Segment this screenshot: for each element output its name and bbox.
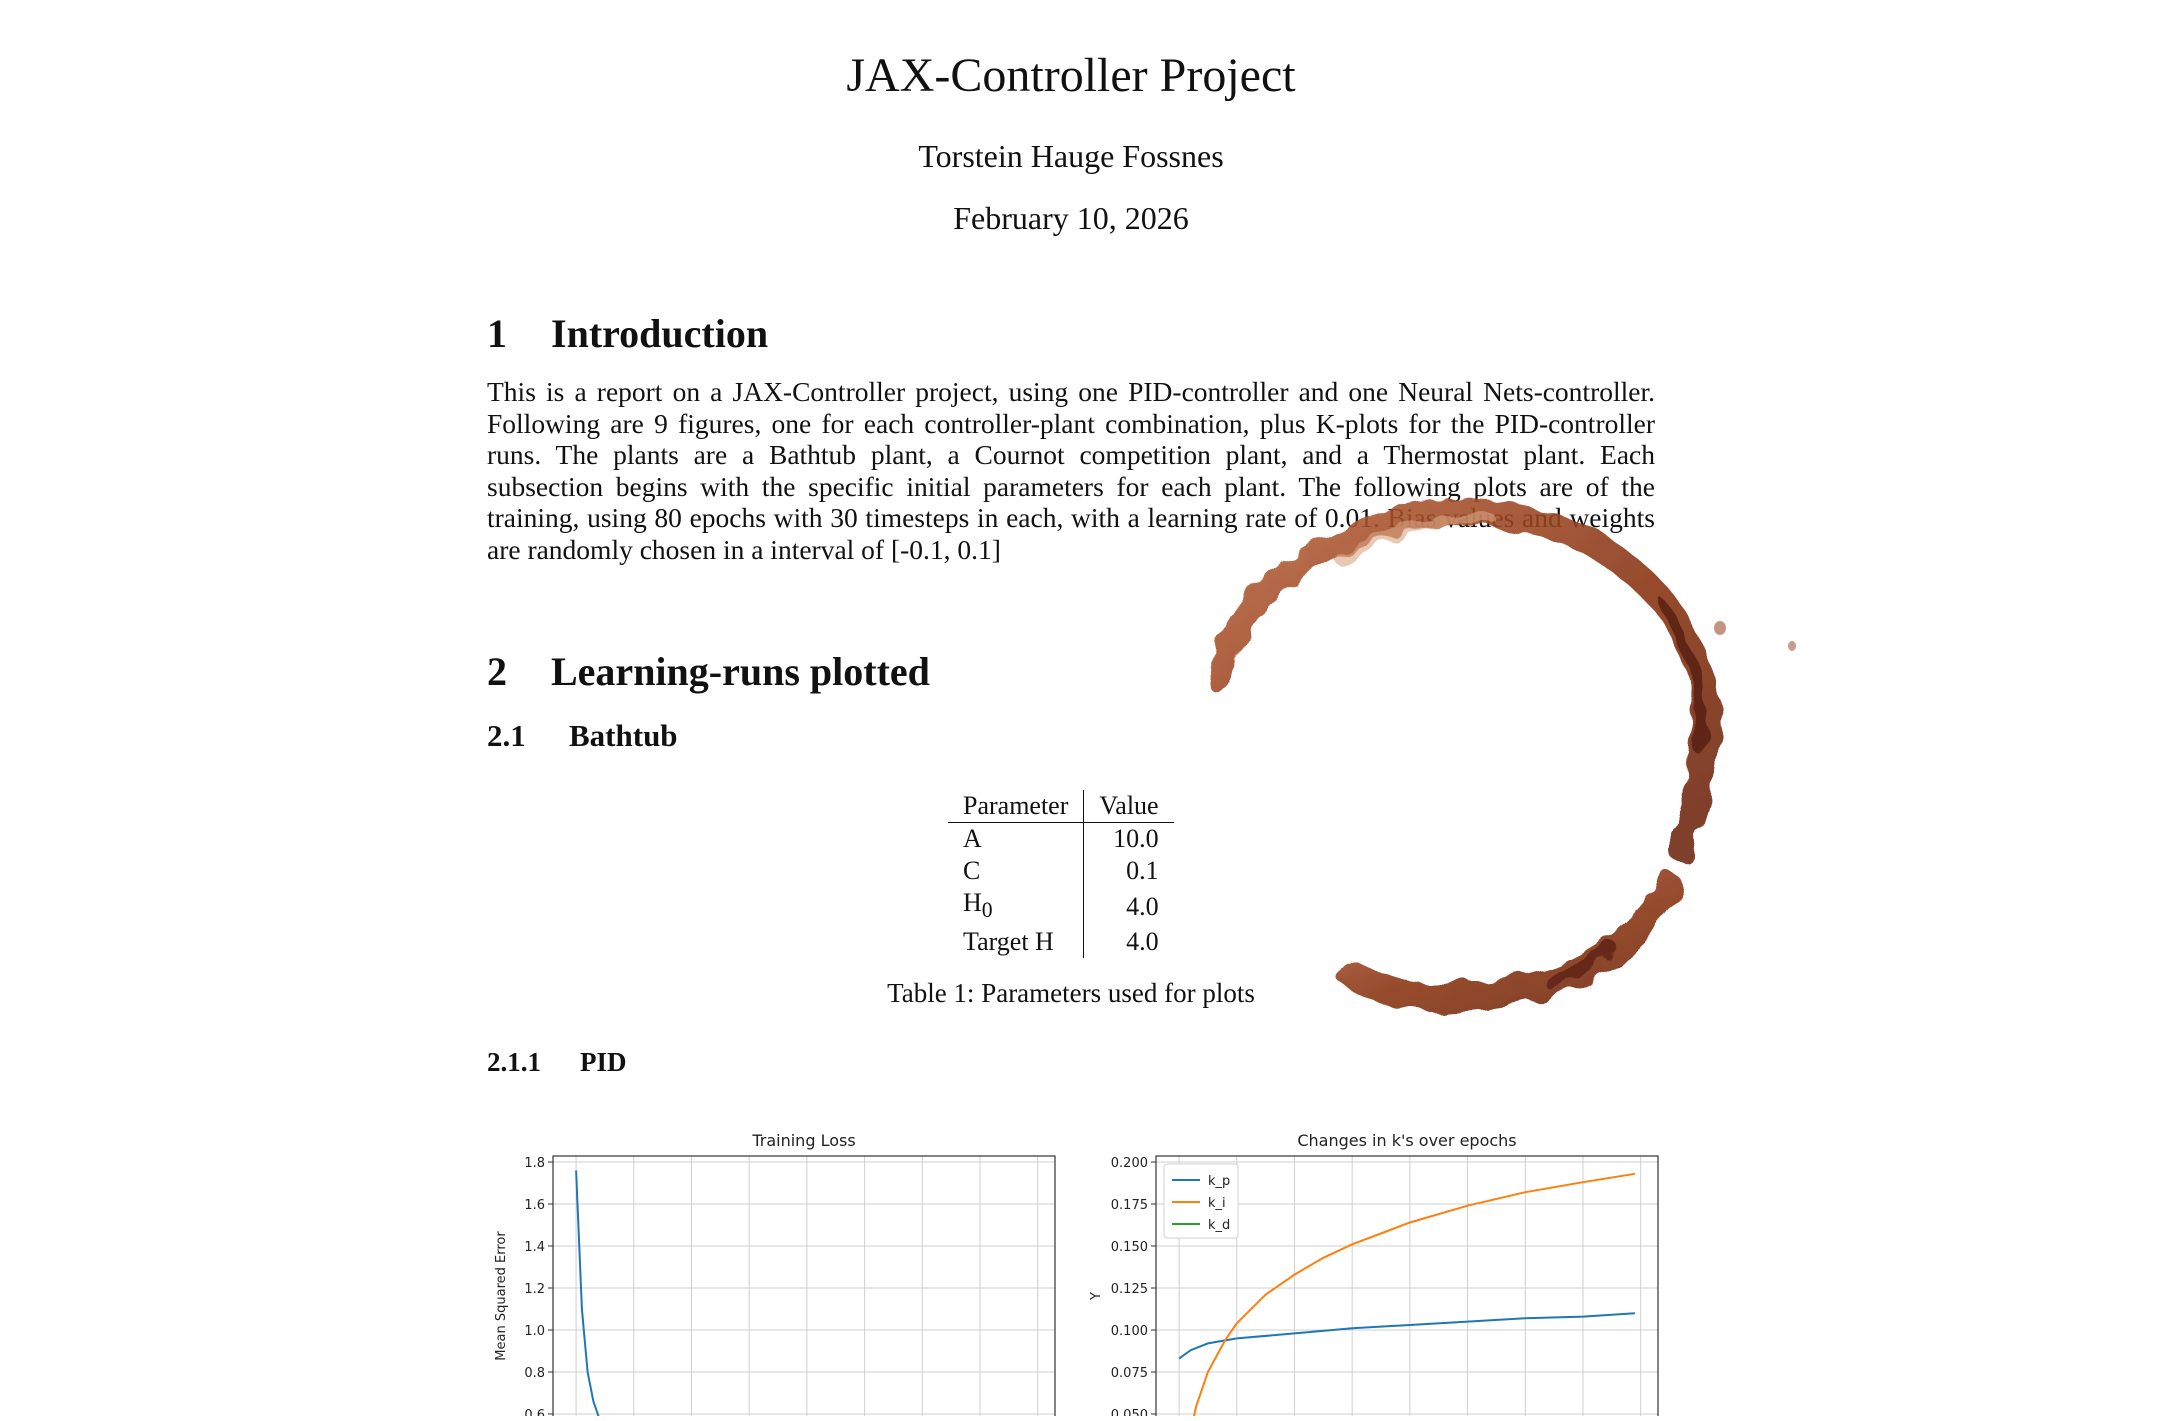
y-tick-label: 1.0 (524, 1324, 545, 1339)
table-cell-parameter: C (963, 856, 981, 885)
y-tick-label: 1.6 (524, 1198, 545, 1213)
parameter-subscript: 0 (981, 898, 993, 923)
y-tick-label: 1.8 (524, 1156, 545, 1171)
subsubsection-heading-pid (487, 1047, 627, 1078)
y-tick-label: 1.4 (524, 1240, 545, 1255)
table-row (948, 926, 1174, 958)
section-number: 1 (487, 311, 507, 356)
y-tick-label: 1.2 (524, 1282, 545, 1297)
table-row (948, 887, 1174, 926)
legend-label: k_d (1208, 1218, 1231, 1233)
parameters-table (948, 790, 1174, 958)
stain-drop (1714, 621, 1726, 635)
subsubsection-title: PID (580, 1047, 627, 1077)
table-cell-value: 4.0 (1084, 926, 1174, 958)
chart-title: Training Loss (752, 1131, 856, 1150)
paper-title: JAX-Controller Project (846, 49, 1296, 102)
y-tick-label: 0.150 (1110, 1240, 1148, 1255)
legend-label: k_p (1208, 1174, 1231, 1189)
subsection-title: Bathtub (569, 718, 678, 753)
paper-author: Torstein Hauge Fossnes (918, 138, 1224, 174)
legend-label: k_i (1208, 1196, 1226, 1211)
table-cell-value: 10.0 (1084, 823, 1174, 856)
section-number: 2 (487, 649, 507, 694)
coffee-stain-image (1190, 488, 1830, 1028)
table-caption: Table 1: Parameters used for plots (887, 978, 1255, 1008)
section-title: Introduction (551, 311, 769, 356)
parameter-symbol: H (963, 888, 982, 917)
subsubsection-number: 2.1.1 (487, 1047, 541, 1077)
table-cell-parameter: A (963, 824, 982, 853)
training-loss-chart (487, 1120, 1067, 1421)
y-tick-label: 0.200 (1110, 1156, 1148, 1171)
table-row (948, 855, 1174, 887)
y-tick-label: 0.100 (1110, 1324, 1148, 1339)
table-header-parameter: Parameter (948, 790, 1084, 823)
intro-paragraph: This is a report on a JAX-Controller project, using one PID-controller and one Neural Nets-controller. Following are 9 figures, one for each controller-plant combination, plus K-plots for the PID-controller runs. The plants are a Bathtub plant, a Cournot competition plant, and a Thermostat plant. Each subsection begins with the specific initial parameters for each plant. The following plots are of the training, using 80 epochs with 30 timesteps in each, with a learning rate of 0.01. Bias values and weights are randomly chosen in a interval of [-0.1, 0.1] (487, 376, 1655, 565)
table-row (948, 823, 1174, 856)
subsection-heading-bathtub (487, 718, 678, 754)
table-cell-parameter: Target H (963, 927, 1054, 957)
y-tick-label: 0.8 (524, 1366, 545, 1381)
y-tick-label: 0.075 (1110, 1366, 1148, 1381)
section-heading-learning-runs (487, 648, 930, 695)
chart-title: Changes in k's over epochs (1297, 1131, 1517, 1150)
table-header-row (948, 790, 1174, 823)
y-axis-label: Y (1090, 1292, 1104, 1300)
section-heading-introduction (487, 310, 768, 357)
series-line-loss (576, 1170, 599, 1416)
subsection-number: 2.1 (487, 718, 526, 753)
k-changes-chart (1090, 1120, 1670, 1421)
series-line-k_p (1179, 1313, 1635, 1358)
table-cell-value: 0.1 (1084, 855, 1174, 887)
y-tick-label: 0.050 (1110, 1408, 1148, 1416)
y-axis-label: Mean Squared Error (494, 1231, 509, 1361)
training-loss-svg (487, 1120, 1067, 1416)
series-line-k_i (1191, 1174, 1635, 1416)
paper-date: February 10, 2026 (953, 200, 1189, 236)
k-changes-svg (1090, 1120, 1670, 1416)
stain-drop (1788, 641, 1796, 651)
y-tick-label: 0.125 (1110, 1282, 1148, 1297)
table-header-value: Value (1084, 790, 1174, 823)
y-tick-label: 0.175 (1110, 1198, 1148, 1213)
table-cell-value: 4.0 (1084, 887, 1174, 926)
section-title: Learning-runs plotted (551, 649, 930, 694)
table-cell-parameter (948, 887, 1084, 926)
y-tick-label: 0.6 (524, 1408, 545, 1416)
